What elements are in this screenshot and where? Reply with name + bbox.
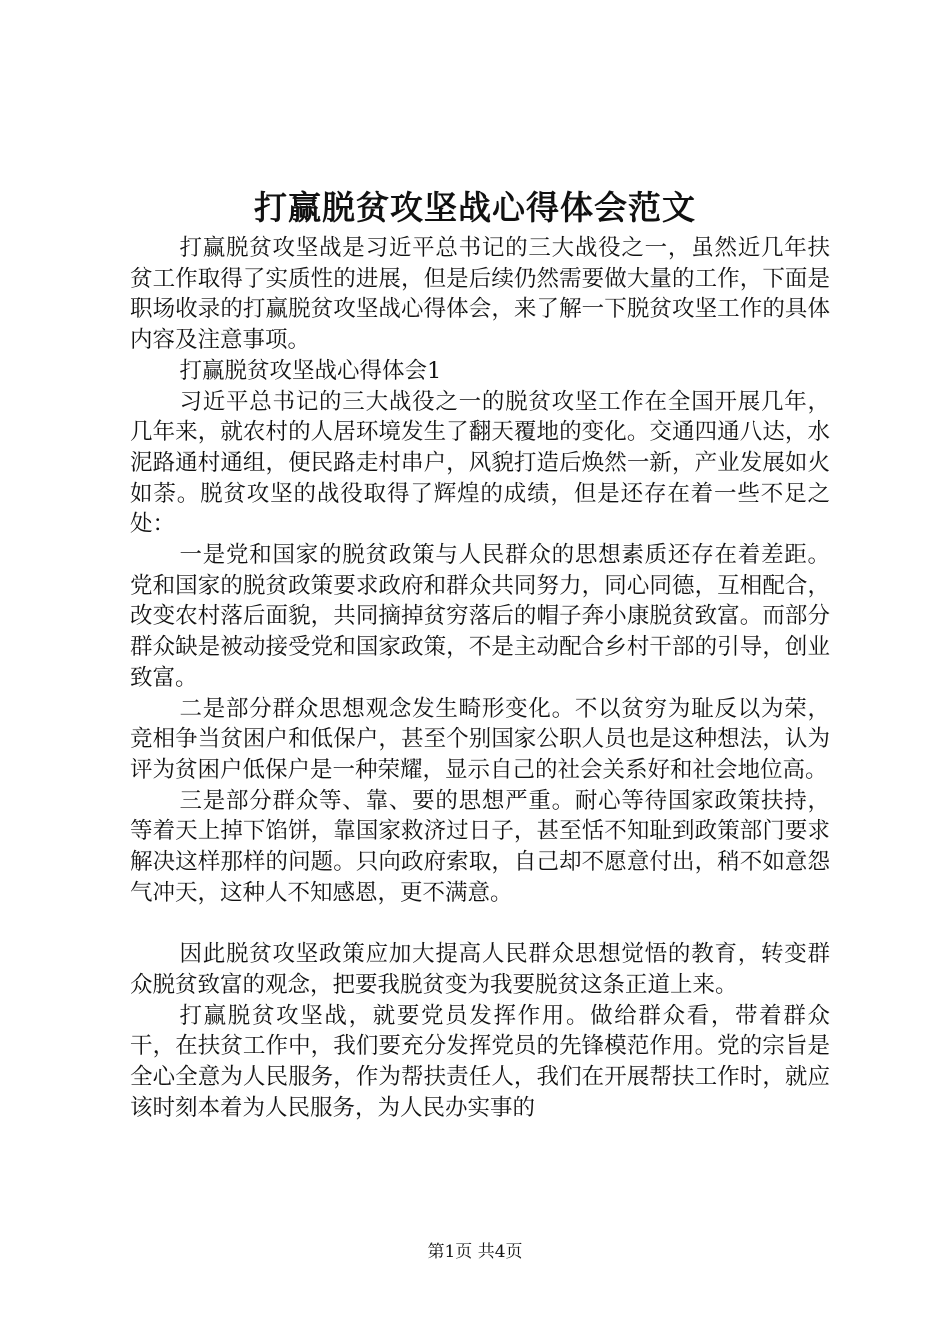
intro-paragraph: 打赢脱贫攻坚战是习近平总书记的三大战役之一，虽然近几年扶贫工作取得了实质性的进展，但是后续仍然需要做大量的工作，下面是职场收录的打赢脱贫攻坚战心得体会，来了解一下脱贫攻坚工作的具体内容及注意事项。	[130, 235, 830, 354]
document-body	[130, 233, 830, 1123]
body-paragraph: 三是部分群众等、靠、要的思想严重。耐心等待国家政策扶持，等着天上掉下馅饼，靠国家救济过日子，甚至恬不知耻到政策部门要求解决这样那样的问题。只向政府索取，自己却不愿意付出，稍不如意怨气冲天，这种人不知感恩，更不满意。	[130, 787, 830, 906]
document-title: 打赢脱贫攻坚战心得体会范文	[254, 188, 696, 227]
body-paragraph: 一是党和国家的脱贫政策与人民群众的思想素质还存在着差距。党和国家的脱贫政策要求政府和群众共同努力，同心同德，互相配合，改变农村落后面貌，共同摘掉贫穷落后的帽子奔小康脱贫致富。而部分群众缺是被动接受党和国家政策，不是主动配合乡村干部的引导，创业致富。	[130, 542, 830, 691]
body-paragraph: 打赢脱贫攻坚战，就要党员发挥作用。做给群众看，带着群众干，在扶贫工作中，我们要充分发挥党员的先锋模范作用。党的宗旨是全心全意为人民服务，作为帮扶责任人，我们在开展帮扶工作时，就应该时刻本着为人民服务，为人民办实事的	[130, 1002, 830, 1121]
body-paragraph: 二是部分群众思想观念发生畸形变化。不以贫穷为耻反以为荣，竞相争当贫困户和低保户，甚至个别国家公职人员也是这种想法，认为评为贫困户低保户是一种荣耀，显示自己的社会关系好和社会地位高。	[130, 695, 830, 783]
section-heading: 打赢脱贫攻坚战心得体会1	[179, 357, 442, 384]
paragraph-spacer	[130, 908, 830, 939]
body-paragraph: 习近平总书记的三大战役之一的脱贫攻坚工作在全国开展几年，几年来，就农村的人居环境发生了翻天覆地的变化。交通四通八达，水泥路通村通组，便民路走村串户，风貌打造后焕然一新，产业发展如火如荼。脱贫攻坚的战役取得了辉煌的成绩，但是还存在着一些不足之处：	[130, 388, 830, 538]
page-footer: 第1页 共4页	[427, 1242, 523, 1262]
body-paragraph: 因此脱贫攻坚政策应加大提高人民群众思想觉悟的教育，转变群众脱贫致富的观念，把要我脱贫变为我要脱贫这条正道上来。	[130, 941, 830, 998]
